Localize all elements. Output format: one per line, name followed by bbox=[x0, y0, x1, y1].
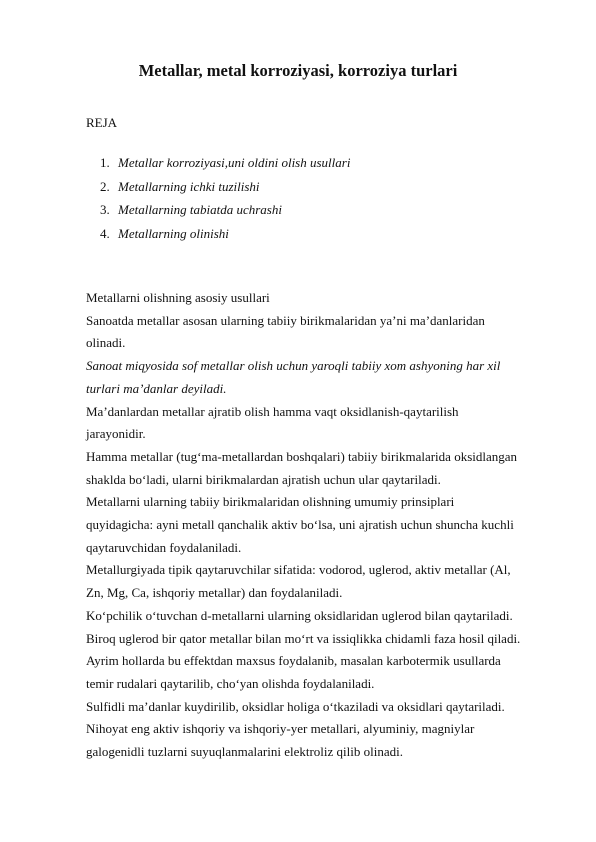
paragraph-line: Hamma metallar (tug‘ma-metallardan boshqalari) tabiiy birikmalarida oksidlangan bbox=[86, 448, 518, 464]
paragraph-line: Nihoyat eng aktiv ishqoriy va ishqoriy-yer metallari, alyuminiy, magniylar bbox=[86, 721, 475, 737]
plan-item-text: Metallarning tabiatda uchrashi bbox=[118, 202, 282, 217]
body-text bbox=[86, 287, 566, 764]
paragraph-line: Sulfidli ma’danlar kuydirilib, oksidlar holiga o‘tkaziladi va oksidlari qaytariladi. bbox=[86, 698, 505, 714]
plan-item-number: 3. bbox=[100, 202, 110, 217]
paragraph-line: quyidagicha: ayni metall qanchalik aktiv bo‘lsa, uni ajratish uchun shuncha kuchli bbox=[86, 517, 514, 533]
document-title: Metallar, metal korroziyasi, korroziya turlari bbox=[138, 61, 458, 80]
paragraph-line: shaklda bo‘ladi, ularni birikmalardan ajratish uchun ular qaytariladi. bbox=[86, 471, 441, 487]
paragraph-line: Biroq uglerod bir qator metallar bilan mo‘rt va issiqlikka chidamli faza hosil qiladi. bbox=[86, 630, 521, 646]
paragraph-line: turlari ma’danlar deyiladi. bbox=[86, 380, 227, 396]
paragraph-line: Metallurgiyada tipik qaytaruvchilar sifatida: vodorod, uglerod, aktiv metallar (Al, bbox=[86, 562, 511, 578]
plan-item bbox=[100, 175, 350, 199]
paragraph-line: Metallarni olishning asosiy usullari bbox=[86, 290, 270, 305]
plan-item-number: 2. bbox=[100, 178, 110, 194]
paragraph-line: jarayonidir. bbox=[86, 426, 146, 442]
plan-item bbox=[100, 198, 350, 222]
plan-item bbox=[100, 222, 350, 246]
paragraph-line: olinadi. bbox=[86, 335, 126, 351]
paragraph-line: Zn, Mg, Ca, ishqoriy metallar) dan foydalaniladi. bbox=[86, 585, 343, 601]
paragraph-line: Ayrim hollarda bu effektdan maxsus foydalanib, masalan karbotermik usullarda bbox=[86, 653, 501, 669]
plan-item-number: 4. bbox=[100, 225, 110, 241]
paragraph-line: Ko‘pchilik o‘tuvchan d-metallarni ularning oksidlaridan uglerod bilan qaytariladi. bbox=[86, 607, 513, 623]
plan-item-text: Metallar korroziyasi,uni oldini olish usullari bbox=[118, 155, 351, 170]
paragraph-line: Sanoatda metallar asosan ularning tabiiy birikmalaridan ya’ni ma’danlaridan bbox=[86, 312, 485, 328]
paragraph-line: temir rudalari qaytarilib, cho‘yan olishda foydalaniladi. bbox=[86, 675, 375, 691]
plan-item-text: Metallarning olinishi bbox=[118, 225, 229, 241]
paragraph-line: Ma’danlardan metallar ajratib olish hamma vaqt oksidlanish-qaytarilish bbox=[86, 403, 459, 419]
plan-item-number: 1. bbox=[100, 155, 110, 170]
plan-list bbox=[100, 151, 350, 245]
plan-item-text: Metallarning ichki tuzilishi bbox=[118, 178, 260, 194]
plan-heading: REJA bbox=[86, 115, 118, 130]
paragraph-line: Metallarni ularning tabiiy birikmalaridan olishning umumiy prinsiplari bbox=[86, 494, 455, 510]
paragraph-line: galogenidli tuzlarni suyuqlanmalarini elektroliz qilib olinadi. bbox=[86, 744, 403, 760]
paragraph-line: Sanoat miqyosida sof metallar olish uchun yaroqli tabiiy xom ashyoning har xil bbox=[86, 358, 501, 374]
paragraph-line: qaytaruvchidan foydalaniladi. bbox=[86, 539, 242, 555]
plan-item bbox=[100, 151, 350, 175]
